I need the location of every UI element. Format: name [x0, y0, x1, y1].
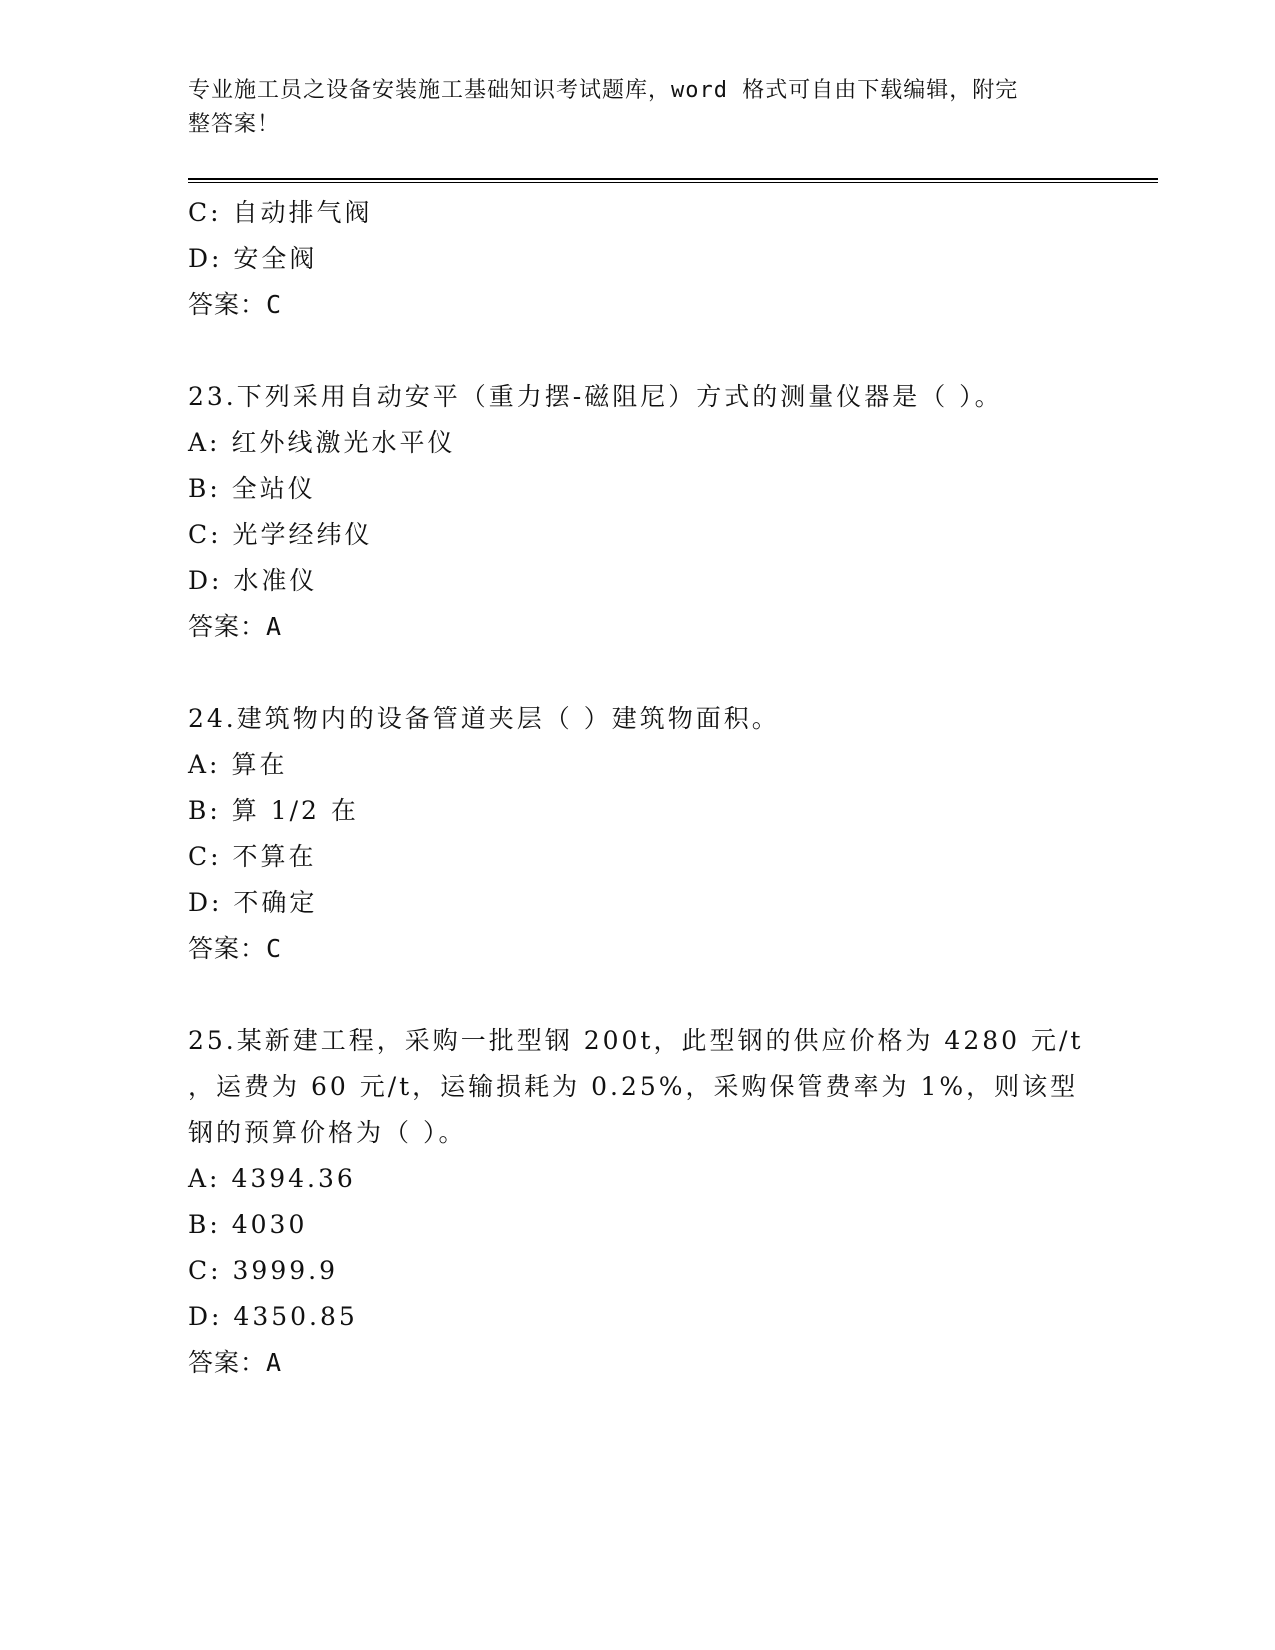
option-c [188, 512, 1088, 558]
option-text: 光学经纬仪 [232, 520, 373, 549]
option-d [188, 880, 1088, 926]
option-letter: B: [188, 474, 221, 503]
answer-line [188, 604, 1088, 650]
option-text: 不算在 [232, 842, 317, 871]
option-letter: A: [188, 750, 221, 779]
option-b [188, 1202, 1088, 1248]
option-text: 红外线激光水平仪 [231, 428, 456, 457]
answer-line [188, 282, 1088, 328]
option-letter: B: [188, 1210, 221, 1239]
option-text: 不确定 [233, 888, 318, 917]
question-stem-line-1: 25.某新建工程，采购一批型钢 200t，此型钢的供应价格为 4280 元/t [188, 1026, 1084, 1055]
option-c [188, 190, 1088, 236]
option-text: 4030 [231, 1210, 308, 1239]
question-stem: 24.建筑物内的设备管道夹层（ ）建筑物面积。 [188, 704, 780, 733]
option-d [188, 558, 1088, 604]
question-list [188, 190, 1088, 1386]
option-c [188, 834, 1088, 880]
option-b [188, 788, 1088, 834]
answer-value: A [266, 612, 283, 641]
option-letter: B: [188, 796, 221, 825]
option-text: 4394.36 [231, 1164, 356, 1193]
option-c [188, 1248, 1088, 1294]
option-letter: A: [188, 1164, 221, 1193]
answer-value: C [266, 290, 283, 319]
option-text: 全站仪 [231, 474, 316, 503]
option-letter: C: [188, 842, 222, 871]
option-letter: C: [188, 198, 222, 227]
question-22-tail [188, 190, 1088, 328]
option-text: 水准仪 [233, 566, 318, 595]
header-divider [188, 178, 1158, 183]
option-letter: D: [188, 1302, 223, 1331]
option-text: 3999.9 [232, 1256, 338, 1285]
question-23 [188, 374, 1088, 650]
answer-label: 答案： [188, 934, 267, 963]
option-a [188, 742, 1088, 788]
page-header [188, 74, 1088, 142]
option-d [188, 236, 1088, 282]
option-d [188, 1294, 1088, 1340]
option-a [188, 1156, 1088, 1202]
answer-value: C [266, 934, 283, 963]
option-text: 算在 [231, 750, 288, 779]
option-b [188, 466, 1088, 512]
option-letter: D: [188, 888, 223, 917]
question-stem: 23.下列采用自动安平（重力摆-磁阻尼）方式的测量仪器是（ ）。 [188, 382, 1003, 411]
option-letter: C: [188, 1256, 222, 1285]
option-letter: A: [188, 428, 221, 457]
header-line-2: 整答案！ [188, 112, 281, 137]
option-letter: D: [188, 244, 223, 273]
question-stem-line-3: 钢的预算价格为（ ）。 [188, 1118, 467, 1147]
answer-line [188, 926, 1088, 972]
option-text: 算 1/2 在 [231, 796, 359, 825]
header-line-1: 专业施工员之设备安装施工基础知识考试题库，word 格式可自由下载编辑，附完 [188, 78, 1019, 103]
answer-label: 答案： [188, 290, 267, 319]
question-stem-line-2: ，运费为 60 元/t，运输损耗为 0.25%，采购保管费率为 1%，则该型 [188, 1072, 1079, 1101]
option-letter: C: [188, 520, 222, 549]
question-25 [188, 1018, 1088, 1386]
option-text: 自动排气阀 [232, 198, 373, 227]
option-letter: D: [188, 566, 223, 595]
answer-label: 答案： [188, 612, 267, 641]
answer-value: A [266, 1348, 283, 1377]
answer-line [188, 1340, 1088, 1386]
option-text: 安全阀 [233, 244, 318, 273]
question-24 [188, 696, 1088, 972]
answer-label: 答案： [188, 1348, 267, 1377]
option-text: 4350.85 [233, 1302, 358, 1331]
option-a [188, 420, 1088, 466]
